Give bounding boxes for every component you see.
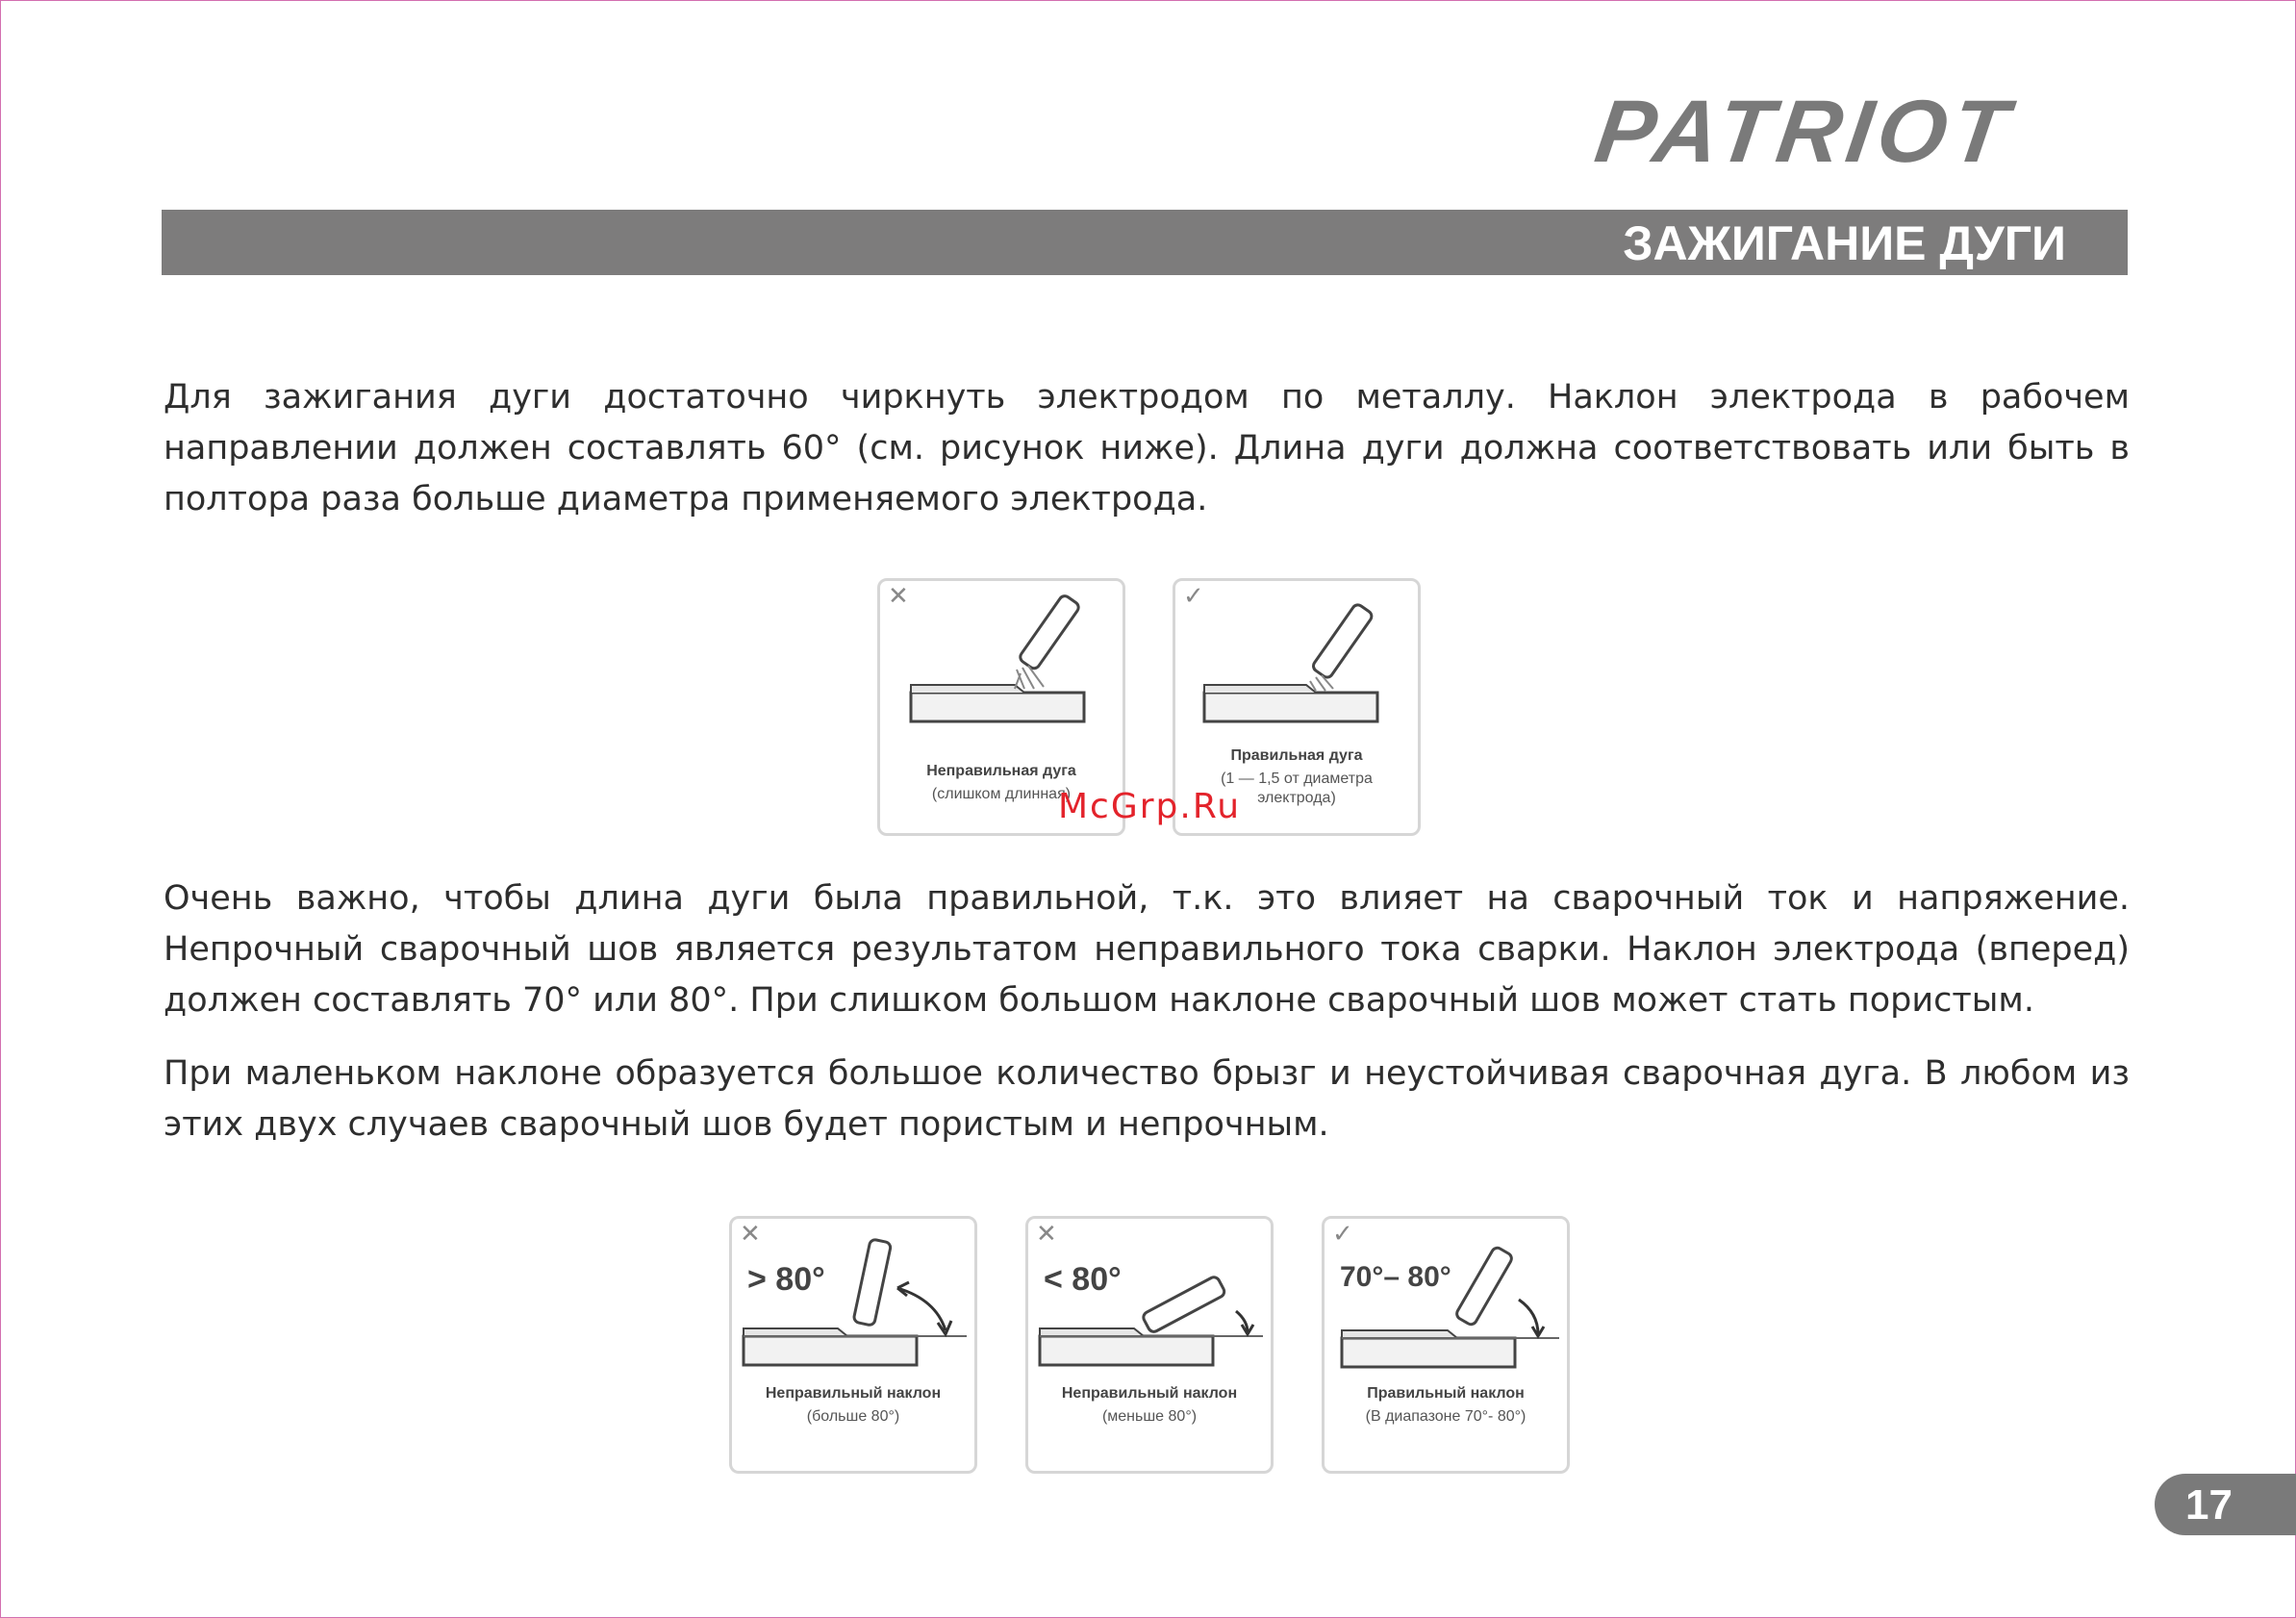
figure-caption-detail: (меньше 80°) xyxy=(1101,1408,1198,1425)
welding-illustration xyxy=(732,1219,974,1392)
figure-caption-title: Правильная дуга xyxy=(1230,747,1363,764)
section-header-bar xyxy=(162,210,2128,275)
watermark: McGrp.Ru xyxy=(1058,787,1242,826)
paragraph-arc-length: Очень важно, чтобы длина дуги была правильной, т.к. это влияет на сварочный ток и напряжение. Непрочный сварочный шов является результатом неправильного тока сварки. Наклон электрода (вперед) должен составлять 70° или 80°. При слишком большом наклоне сварочный шов может стать пористым. xyxy=(164,879,2130,1020)
figure-caption-detail: (В диапазоне 70°- 80°) xyxy=(1365,1408,1526,1425)
cross-icon: ✕ xyxy=(740,1220,761,1249)
cross-icon: ✕ xyxy=(888,582,909,611)
welding-illustration xyxy=(1175,581,1418,754)
check-icon: ✓ xyxy=(1332,1220,1353,1249)
welding-illustration xyxy=(1325,1219,1567,1392)
figure-caption-title: Неправильный наклон xyxy=(765,1385,942,1402)
paragraph-small-angle: При маленьком наклоне образуется большое количество брызг и неустойчивая сварочная дуга. В любом из этих двух случаев сварочный шов будет пористым и непрочным. xyxy=(164,1054,2130,1144)
figure-angle-correct xyxy=(1322,1216,1570,1474)
brand-logo: PATRIOT xyxy=(1589,83,2020,181)
figure-caption-title: Правильный наклон xyxy=(1367,1385,1525,1402)
figure-angle-too-large xyxy=(729,1216,977,1474)
page-number-badge xyxy=(2155,1474,2296,1535)
angle-label: < 80° xyxy=(1044,1261,1122,1298)
paragraph-arc-ignition: Для зажигания дуги достаточно чиркнуть электродом по металлу. Наклон электрода в рабочем направлении должен составлять 60° (см. рисунок ниже). Длина дуги должна соответствовать или быть в полтора раза больше диаметра применяемого электрода. xyxy=(164,378,2130,518)
welding-illustration xyxy=(1028,1219,1271,1392)
figure-caption-title: Неправильный наклон xyxy=(1061,1385,1238,1402)
section-title: ЗАЖИГАНИЕ ДУГИ xyxy=(1623,216,2066,270)
figure-caption-detail: (слишком длинная) xyxy=(931,786,1072,802)
figure-angle-too-small xyxy=(1025,1216,1274,1474)
figure-caption-detail: (1 — 1,5 от диаметра электрода) xyxy=(1221,771,1373,806)
figure-caption-title: Неправильная дуга xyxy=(926,763,1076,779)
figure-caption-detail: (больше 80°) xyxy=(806,1408,900,1425)
angle-label: > 80° xyxy=(747,1261,825,1298)
cross-icon: ✕ xyxy=(1036,1220,1057,1249)
welding-illustration xyxy=(880,581,1123,754)
check-icon: ✓ xyxy=(1183,582,1204,611)
angle-label: 70°– 80° xyxy=(1340,1261,1451,1293)
page-number: 17 xyxy=(2185,1481,2233,1529)
